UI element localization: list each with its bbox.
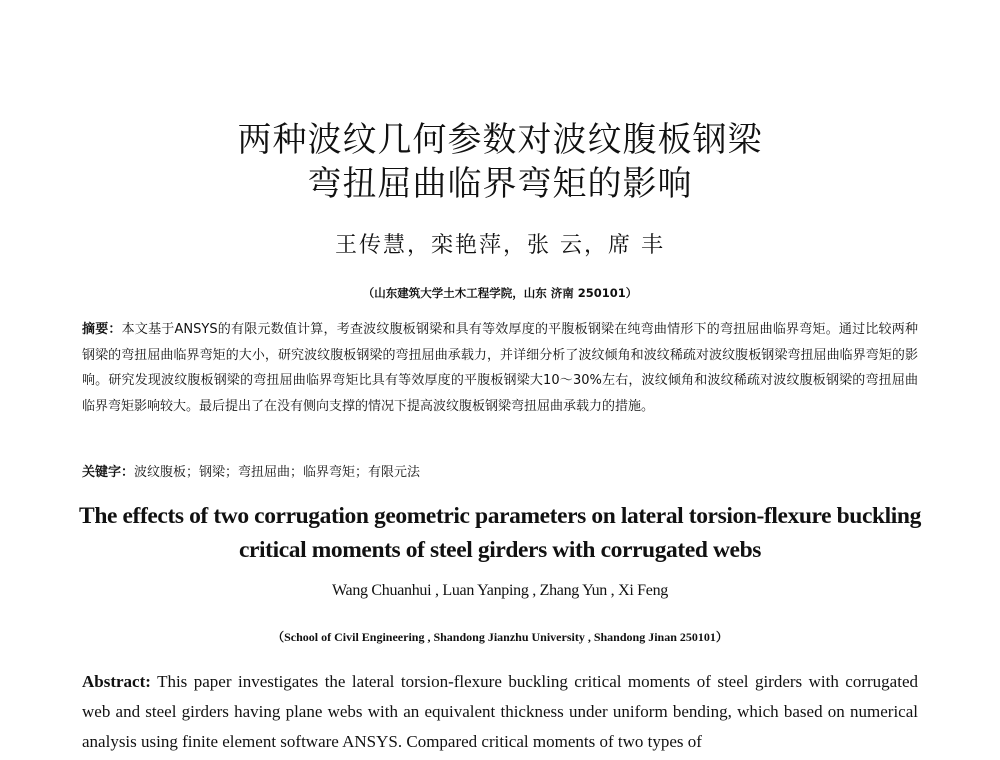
english-affiliation: （School of Civil Engineering , Shandong Jianzhu University , Shandong Jinan 250101） bbox=[272, 630, 728, 644]
chinese-title-line-2: 弯扭屈曲临界弯矩的影响 bbox=[307, 164, 693, 204]
chinese-abstract-text: 本文基于ANSYS的有限元数值计算，考查波纹腹板钢梁和具有等效厚度的平腹板钢梁在纯弯曲情形下的弯扭屈曲临界弯矩。通过比较两种钢梁的弯扭屈曲临界弯矩的大小，研究波纹腹板钢梁的弯扭屈曲承载力，并详细分析了波纹倾角和波纹稀疏对波纹腹板钢梁弯扭屈曲临界弯矩的影响。研究发现波纹腹板钢梁的弯扭屈曲临界弯矩比具有等效厚度的平腹板钢梁大10～30%左右，波纹倾角和波纹稀疏对波纹腹板钢梁的弯扭屈曲临界弯矩影响较大。最后提出了在没有侧向支撑的情况下提高波纹腹板钢梁弯扭屈曲承载力的措施。 bbox=[82, 322, 918, 414]
chinese-keywords bbox=[82, 461, 918, 480]
chinese-title-line-1: 两种波纹几何参数对波纹腹板钢梁 bbox=[237, 120, 763, 160]
english-title-line-2: critical moments of steel girders with corrugated webs bbox=[238, 537, 762, 563]
chinese-authors: 王传慧，栾艳萍，张 云，席 丰 bbox=[335, 233, 665, 258]
english-authors: Wang Chuanhui , Luan Yanping , Zhang Yun , Xi Feng bbox=[332, 582, 668, 599]
english-abstract-text: This paper investigates the lateral torsion-flexure buckling critical moments of steel girders with corrugated web and steel girders having plane webs with an equivalent thickness under uniform bending, which based on numerical analysis using finite element software ANSYS. Compared critical moments of two types of bbox=[82, 672, 918, 751]
chinese-keywords-label: 关键字： bbox=[82, 465, 135, 480]
english-title-line-1: The effects of two corrugation geometric parameters on lateral torsion-flexure buckling bbox=[79, 503, 921, 529]
english-abstract bbox=[82, 667, 918, 757]
chinese-affiliation: （山东建筑大学土木工程学院，山东 济南 250101） bbox=[362, 286, 638, 300]
chinese-abstract bbox=[82, 317, 918, 419]
chinese-keywords-text: 波纹腹板；钢梁；弯扭屈曲；临界弯矩；有限元法 bbox=[134, 465, 421, 480]
chinese-abstract-label: 摘要： bbox=[82, 322, 122, 337]
english-abstract-label: Abstract: bbox=[82, 672, 151, 691]
